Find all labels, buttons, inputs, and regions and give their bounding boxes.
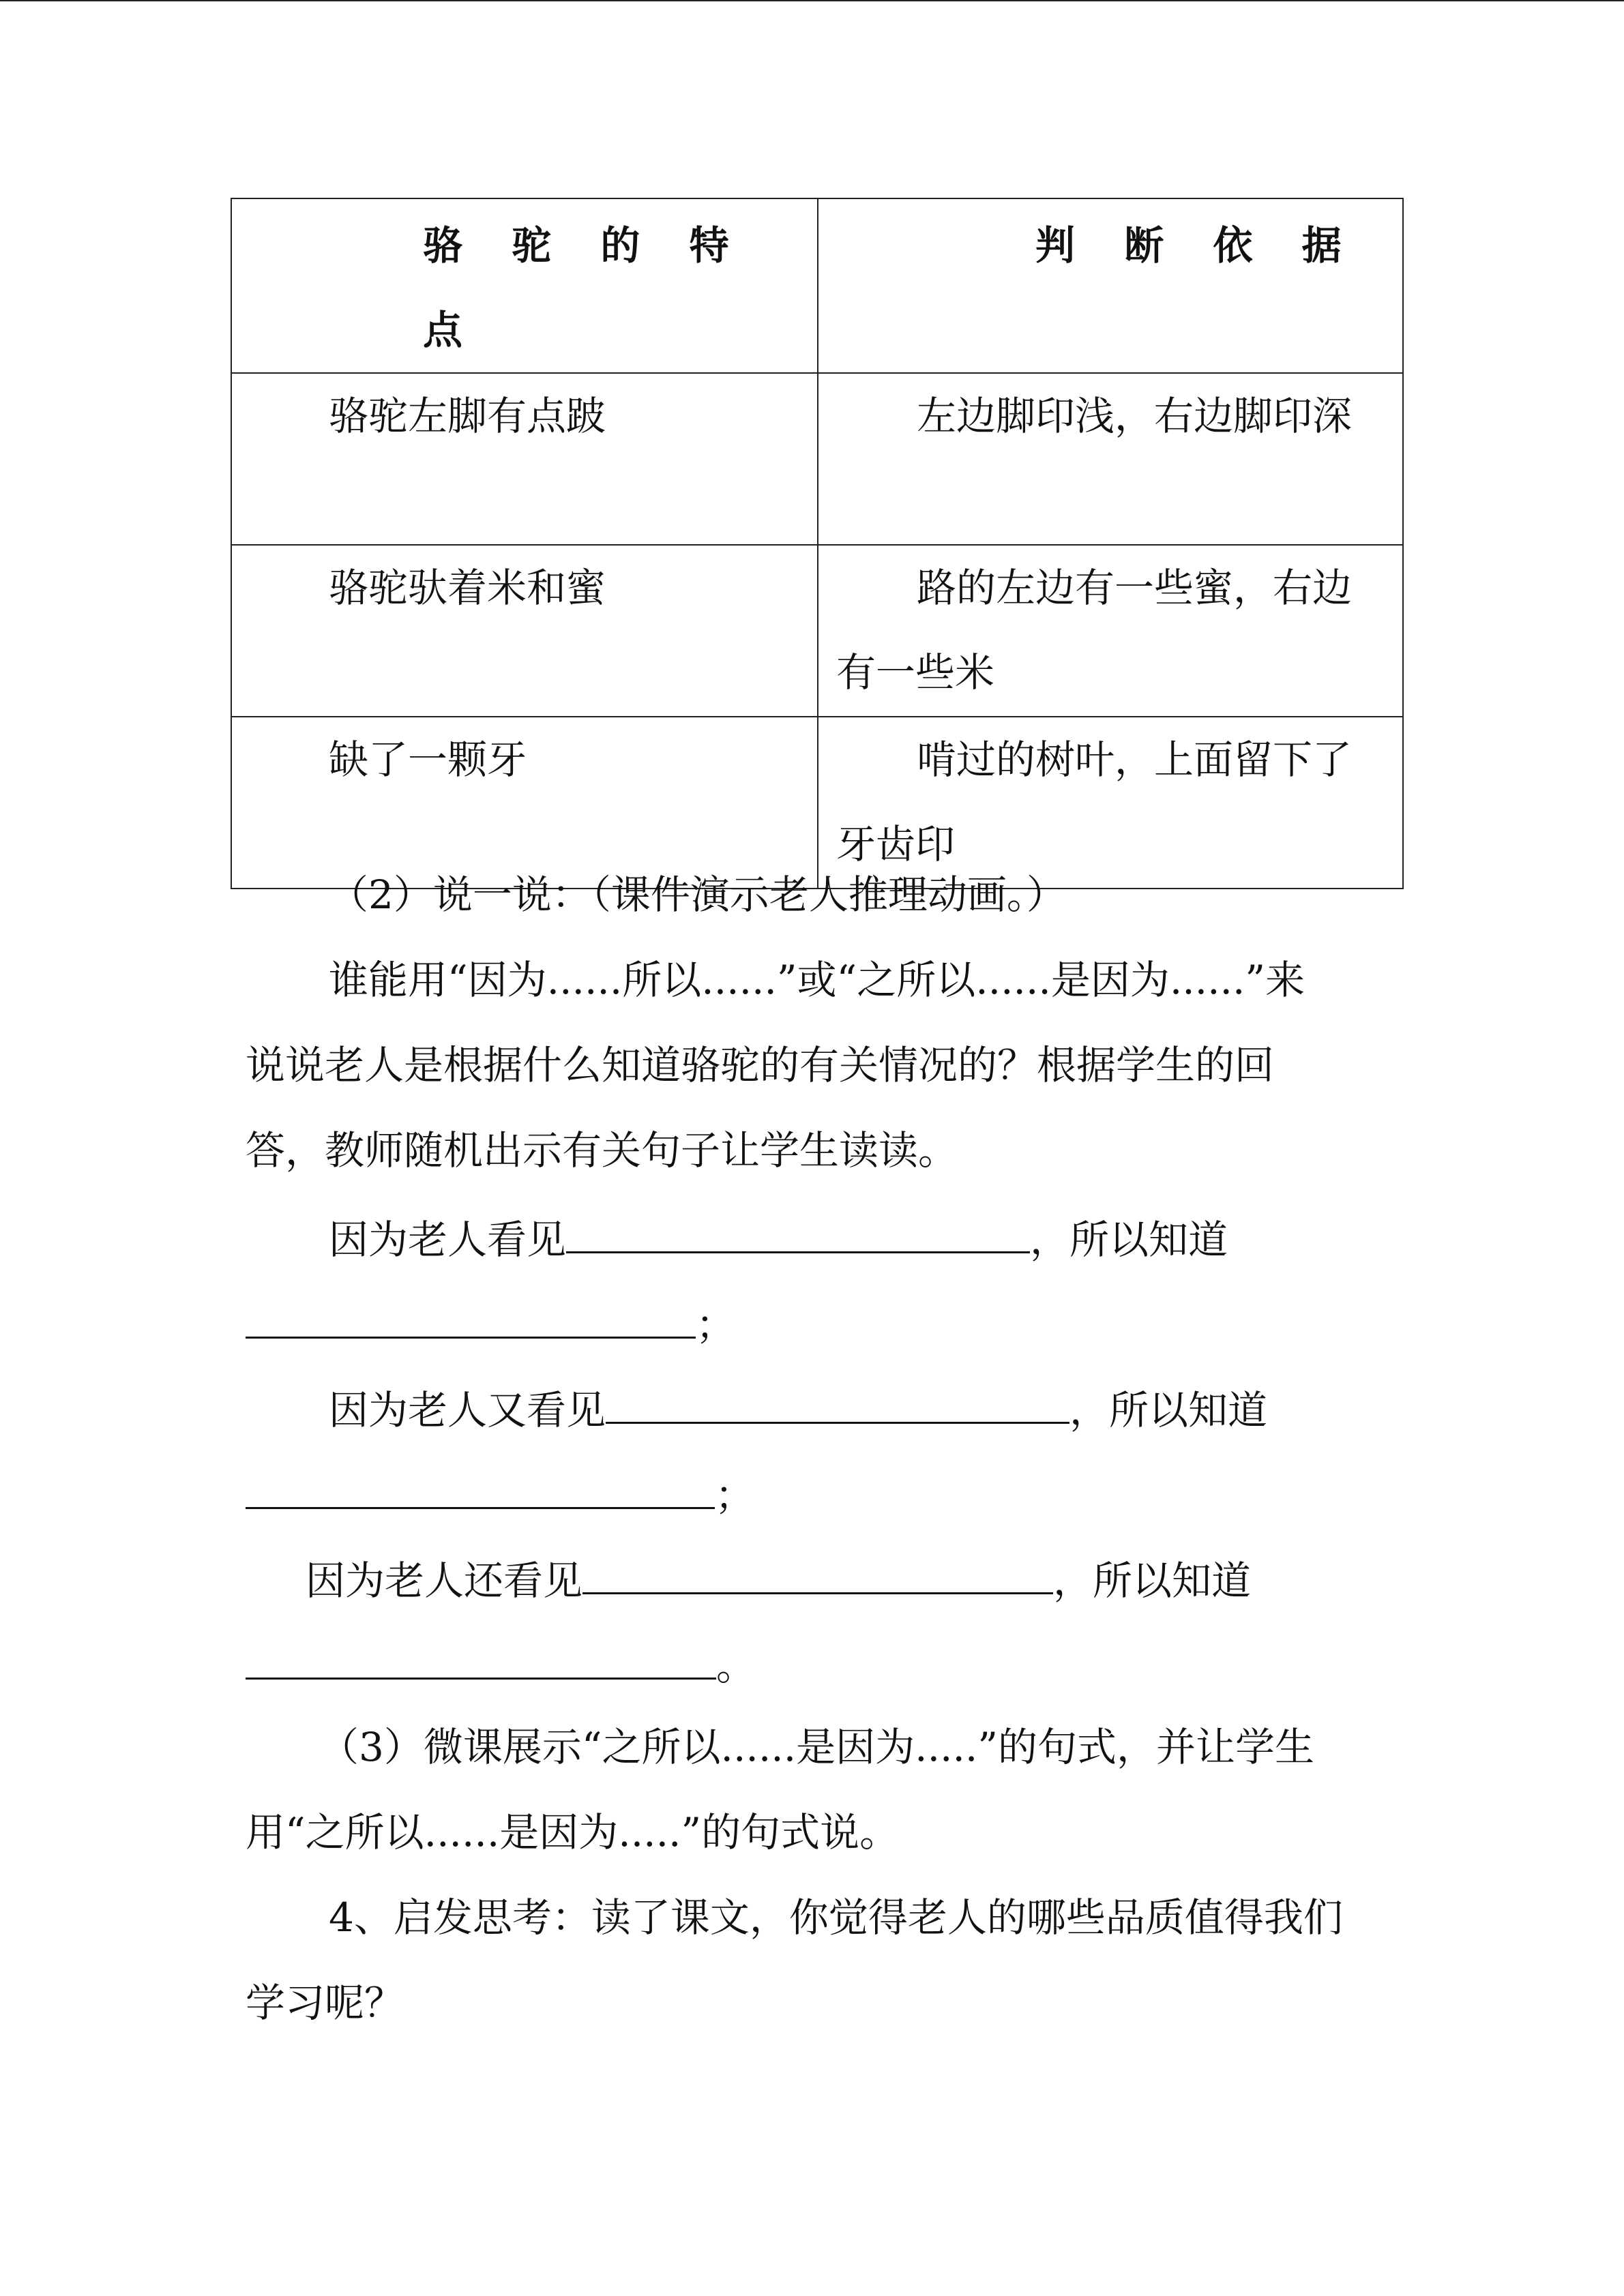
feature-cell: 骆驼左脚有点跛 — [231, 373, 818, 545]
fill2-blank-seen[interactable] — [606, 1382, 1069, 1424]
fill3-mid: ，所以知道 — [1053, 1557, 1252, 1604]
section3-line2: 用“之所以......是因为.....”的句式说。 — [246, 1809, 900, 1855]
fill1-prefix: 因为老人看见 — [329, 1217, 567, 1263]
fill2-mid: ，所以知道 — [1069, 1387, 1268, 1433]
feature-cell: 骆驼驮着米和蜜 — [231, 545, 818, 717]
section4-line2: 学习呢？ — [246, 1980, 404, 2026]
table-row — [231, 373, 1403, 545]
fill1-end: ； — [696, 1302, 736, 1348]
fill-sentence-3-cont — [246, 1638, 756, 1689]
section3-line1: （3）微课展示“之所以......是因为.....”的句式，并让学生 — [319, 1724, 1315, 1770]
fill1-blank-known[interactable] — [246, 1297, 696, 1339]
fill-sentence-1 — [329, 1212, 1228, 1263]
fill3-blank-known[interactable] — [246, 1638, 716, 1680]
fill-sentence-2-cont — [246, 1467, 755, 1519]
evidence-cell: 啃过的树叶，上面留下了牙齿印 — [818, 717, 1403, 889]
fill1-blank-seen[interactable] — [566, 1212, 1030, 1253]
table-row — [231, 545, 1403, 717]
section2-question-line1: 谁能用“因为......所以......”或“之所以......是因为......”来 — [329, 957, 1305, 1003]
fill3-blank-seen[interactable] — [582, 1553, 1053, 1594]
fill-sentence-2 — [329, 1382, 1268, 1433]
feature-cell: 缺了一颗牙 — [231, 717, 818, 889]
table-row — [231, 717, 1403, 889]
fill2-blank-known[interactable] — [246, 1467, 715, 1509]
evidence-cell: 路的左边有一些蜜，右边有一些米 — [818, 545, 1403, 717]
section2-question-line2: 说说老人是根据什么知道骆驼的有关情况的？根据学生的回 — [246, 1042, 1275, 1088]
fill-sentence-3 — [306, 1553, 1252, 1604]
fill-sentence-1-cont — [246, 1297, 736, 1348]
section4-line1: 4、启发思考：读了课文，你觉得老人的哪些品质值得我们 — [329, 1894, 1343, 1941]
section2-question-line3: 答，教师随机出示有关句子让学生读读。 — [246, 1127, 958, 1174]
section2-title: （2）说一说：（课件演示老人推理动画。） — [329, 871, 1066, 918]
fill1-mid: ，所以知道 — [1030, 1217, 1228, 1263]
fill3-end: 。 — [716, 1643, 756, 1689]
camel-features-table — [231, 198, 1404, 889]
evidence-cell: 左边脚印浅，右边脚印深 — [818, 373, 1403, 545]
table-header-row — [231, 198, 1403, 373]
fill2-end: ； — [715, 1472, 755, 1519]
header-evidence: 判 断 依 据 — [818, 198, 1403, 373]
fill3-prefix: 因为老人还看见 — [306, 1557, 583, 1604]
fill2-prefix: 因为老人又看见 — [329, 1387, 606, 1433]
header-camel-features: 骆 驼 的 特 点 — [231, 198, 818, 373]
